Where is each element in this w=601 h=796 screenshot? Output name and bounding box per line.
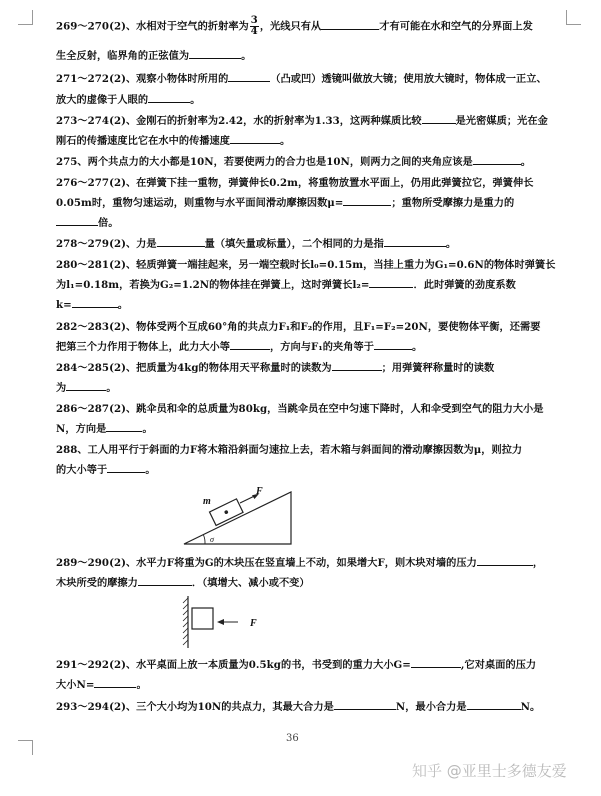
answer-blank[interactable] [334, 699, 396, 710]
fraction: $\frac{3}{4}$ [250, 15, 258, 37]
question-276-cont2: 倍。 [56, 213, 538, 234]
question-288-cont: 的大小等于 。 [56, 464, 156, 476]
question-286: 286～287(2)、跳伞员和伞的总质量为80kg，当跳伞员在空中匀速下降时，人和伞受到空气的阻力大小是 [56, 403, 544, 415]
answer-blank[interactable] [94, 677, 136, 688]
question-289-cont: 木块所受的摩擦力 ．（填增大、减小或不变） [56, 577, 310, 589]
watermark-logo: 知乎 [412, 762, 443, 780]
question-280-cont2: k= 。 [56, 299, 128, 311]
force-label: F [256, 487, 263, 497]
question-291-cont: 大小N= 。 [56, 679, 147, 691]
question-273: 273～274(2)、金刚石的折射率为2.42，水的折射率为1.33，这两种媒质比较 是光密媒质；光在金 [56, 115, 548, 127]
answer-blank[interactable] [228, 71, 270, 82]
wood-block [192, 608, 213, 629]
answer-blank[interactable] [332, 360, 382, 371]
answer-blank[interactable] [72, 297, 118, 308]
answer-blank[interactable] [321, 19, 379, 30]
answer-blank[interactable] [473, 154, 521, 165]
answer-blank[interactable] [138, 575, 192, 586]
question-276-cont: 0.05m时，重物匀速运动，则重物与水平面间滑动摩擦因数μ= ；重物所受摩擦力是重力的 [56, 197, 515, 209]
question-273-cont: 刚石的传播速度比它在水中的传播速度 。 [56, 135, 291, 147]
answer-blank[interactable] [230, 133, 280, 144]
answer-blank[interactable] [369, 277, 413, 288]
question-288: 288、工人用平行于斜面的力F将木箱沿斜面匀速拉上去，若木箱与斜面间的滑动摩擦因数为μ，则拉力 [56, 444, 523, 456]
crop-mark-top-right [566, 10, 581, 25]
question-284-cont: 为 。 [56, 382, 117, 394]
question-289: 289～290(2)、水平力F将重为G的木块压在竖直墙上不动，如果增大F，则木块对墙的压力 ， [56, 557, 544, 569]
question-275: 275、两个共点力的大小都是10N，若要使两力的合力也是10N，则两力之间的夹角应该是 。 [56, 156, 532, 168]
watermark [412, 760, 567, 781]
answer-blank[interactable] [106, 421, 142, 432]
question-269-cont: 生全反射，临界角的正弦值为 。 [56, 50, 252, 62]
answer-blank[interactable] [66, 380, 106, 391]
angle-arc [204, 535, 206, 544]
question-282-cont: 把第三个力作用于物体上，此力大小等 ，方向与F₁的夹角等于 。 [56, 341, 423, 353]
answer-blank[interactable] [157, 236, 205, 247]
answer-blank[interactable] [56, 215, 98, 226]
push-force-label: F [250, 618, 257, 629]
crop-mark-top-left [18, 10, 33, 25]
push-force-arrowhead [217, 619, 224, 625]
question-282: 282～283(2)、物体受两个互成60°角的共点力F₁和F₂的作用，且F₁=F₂=20N，要使物体平衡，还需要 [56, 321, 541, 333]
wall-hatch [183, 598, 188, 645]
answer-blank[interactable] [411, 657, 461, 668]
mass-label: m [203, 496, 211, 507]
question-271-cont: 放大的虚像于人眼的 。 [56, 94, 201, 106]
answer-blank[interactable] [477, 555, 533, 566]
answer-blank[interactable] [107, 462, 145, 473]
wall-diagram [180, 594, 270, 650]
page-number: 36 [286, 733, 299, 744]
answer-blank[interactable] [374, 339, 412, 350]
answer-blank[interactable] [230, 339, 270, 350]
question-291: 291～292(2)、水平桌面上放一本质量为0.5kg的书，书受到的重力大小G= ,它对桌面的压力 [56, 659, 537, 671]
question-280: 280～281(2)、轻质弹簧一端挂起来，另一端空载时长l₀=0.15m，当挂上重力为G₁=0.6N的物体时弹簧长 [56, 259, 556, 271]
watermark-handle: @亚里士多德友爱 [446, 762, 567, 780]
question-284: 284～285(2)、把质量为4kg的物体用天平称量时的读数为 ；用弹簧秤称量时的读数 [56, 362, 495, 374]
answer-blank[interactable] [343, 195, 391, 206]
answer-blank[interactable] [422, 113, 456, 124]
question-293: 293～294(2)、三个大小均为10N的共点力，其最大合力是 N，最小合力是 N。 [56, 701, 541, 713]
question-271: 271～272(2)、观察小物体时所用的 （凸或凹）透镜叫做放大镜；使用放大镜时，物体成一正立、 [56, 73, 547, 85]
question-286-cont: N，方向是 。 [56, 423, 153, 435]
question-276: 276～277(2)、在弹簧下挂一重物，弹簧伸长0.2m，将重物放置水平面上，仍用此弹簧拉它，弹簧伸长 [56, 177, 534, 189]
question-280-cont: 为l₁=0.18m，若换为G₂=1.2N的物体挂在弹簧上，这时弹簧长l₂= ．此时弹簧的劲度系数 [56, 279, 516, 291]
answer-blank[interactable] [148, 92, 190, 103]
answer-blank[interactable] [467, 699, 521, 710]
question-269: 269～270(2)、水相对于空气的折射率为 $\frac{3}{4}$ ，光线只有从 才有可能在水和空气的分界面上发 [56, 15, 533, 37]
answer-blank[interactable] [384, 236, 446, 247]
question-278: 278～279(2)、力是 量（填矢量或标量），二个相同的力是指 。 [56, 238, 457, 250]
crop-mark-bottom-left [18, 740, 33, 755]
angle-label: σ [210, 535, 214, 544]
answer-blank[interactable] [189, 48, 241, 59]
box-block [210, 499, 244, 526]
incline-diagram [183, 487, 295, 549]
